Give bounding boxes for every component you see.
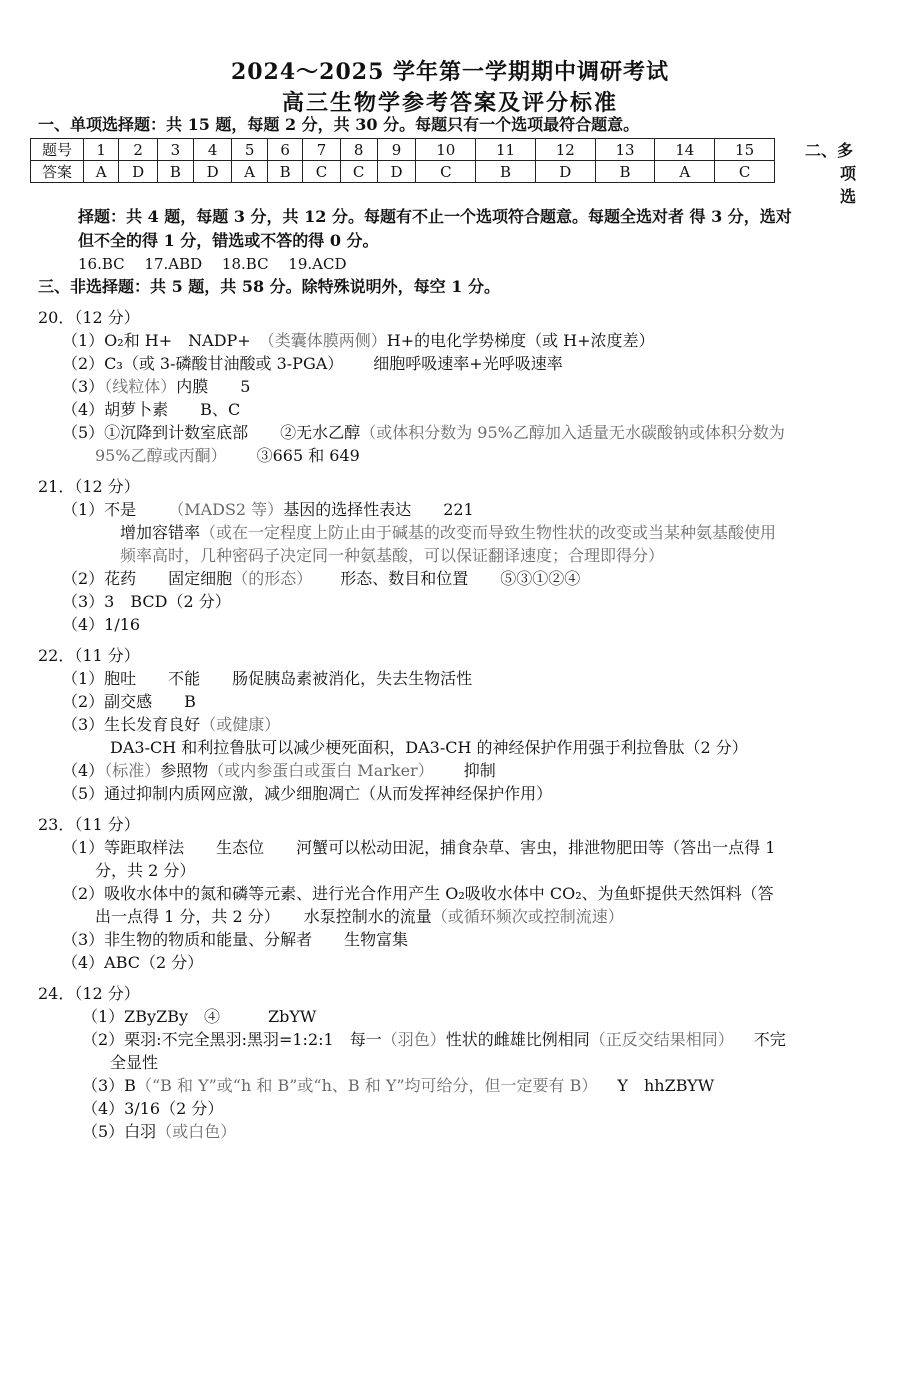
table-cell: D xyxy=(193,161,232,183)
answer-text: （4） xyxy=(62,761,105,780)
section2-text-line2: 但不全的得 1 分，错选或不答的得 0 分。 xyxy=(78,231,379,250)
answer-text: （1）O₂和 H+ NADP+ xyxy=(62,331,267,350)
q24-line4 xyxy=(82,1075,714,1097)
q20-line4: （4）胡萝卜素 B、C xyxy=(62,400,241,419)
table-header-number: 题号 xyxy=(31,139,84,161)
answer-text: H+的电化学势梯度（或 H+浓度差） xyxy=(386,331,655,350)
table-cell: 10 xyxy=(416,139,476,161)
section1-heading: 一、单项选择题：共 15 题，每题 2 分，共 30 分。每题只有一个选项最符合题意。 xyxy=(38,115,640,134)
answer-text: 参照物 xyxy=(160,761,209,780)
answer-text: （1）不是 xyxy=(62,500,153,519)
table-cell: C xyxy=(416,161,476,183)
q22-line3 xyxy=(62,714,280,736)
table-cell: D xyxy=(377,161,416,183)
q22-line1: （1）胞吐 不能 肠促胰岛素被消化，失去生物活性 xyxy=(62,669,473,688)
answer-text: 性状的雌雄比例相同 xyxy=(445,1030,590,1049)
answer-note: （的形态） xyxy=(232,569,313,588)
q20-line5 xyxy=(62,422,785,444)
section2-text-line1: 择题：共 4 题，每题 3 分，共 12 分。每题有不止一个选项符合题意。每题全选对者 得 3 分，选对 xyxy=(78,207,792,226)
table-cell: 3 xyxy=(157,139,193,161)
table-cell: 14 xyxy=(655,139,715,161)
table-cell: C xyxy=(303,161,340,183)
q20-line2 xyxy=(62,353,563,375)
table-cell: 1 xyxy=(84,139,119,161)
q23-line6: （4）ABC（2 分） xyxy=(62,953,204,972)
answer-text: 基因的选择性表达 221 xyxy=(283,500,474,519)
table-cell: 2 xyxy=(119,139,158,161)
answer-note: （或循环频次或控制流速） xyxy=(431,907,624,926)
table-cell: A xyxy=(84,161,119,183)
page-subtitle: 高三生物学参考答案及评分标准 xyxy=(281,90,618,116)
table-cell: B xyxy=(157,161,193,183)
section2-answers: 16.BC 17.ABD 18.BC 19.ACD xyxy=(78,255,347,273)
q20-line6 xyxy=(95,445,360,467)
answer-text: （3）生长发育良好 xyxy=(62,715,201,734)
single-choice-answer-table xyxy=(30,138,775,183)
answer-text: 增加容错率 xyxy=(120,523,201,542)
table-cell: 8 xyxy=(340,139,377,161)
q24-line2 xyxy=(82,1029,786,1051)
answer-note: （正反交结果相同） xyxy=(589,1030,734,1049)
answer-text: 不完 xyxy=(753,1030,786,1049)
section2-heading-part1: 二、多 xyxy=(805,141,854,160)
q24-line5: （4）3/16（2 分） xyxy=(82,1099,224,1118)
answer-note: （或内参蛋白或蛋白 Marker） xyxy=(208,761,434,780)
answer-note: （或白色） xyxy=(156,1122,237,1141)
q23-line5: （3）非生物的物质和能量、分解者 生物富集 xyxy=(62,930,409,949)
q24-line1: （1）ZByZBy ④ ZbYW xyxy=(82,1007,317,1026)
section2-heading-part2: 项 xyxy=(840,164,857,183)
table-row-answers xyxy=(31,161,775,183)
q22-heading: 22．（11 分） xyxy=(38,646,140,665)
answer-text: （5）①沉降到计数室底部 ②无水乙醇 xyxy=(62,423,361,442)
q22-line6: （5）通过抑制内质网应激，减少细胞凋亡（从而发挥神经保护作用） xyxy=(62,784,553,803)
q21-line6: （4）1/16 xyxy=(62,615,141,634)
q21-line4 xyxy=(62,568,580,590)
q21-line5: （3）3 BCD（2 分） xyxy=(62,592,231,611)
answer-note: （“B 和 Y”或“h 和 B”或“h、B 和 Y”均可给分，但一定要有 B） xyxy=(135,1076,598,1095)
table-header-answer: 答案 xyxy=(31,161,84,183)
table-cell: 4 xyxy=(193,139,232,161)
q24-line3: 全显性 xyxy=(110,1053,159,1072)
answer-text: （3）B xyxy=(82,1076,136,1095)
answer-text: 出一点得 1 分，共 2 分） 水泵控制水的流量 xyxy=(95,907,432,926)
q20-line3 xyxy=(62,376,250,398)
answer-note: （线粒体） xyxy=(104,377,177,396)
q20-line1 xyxy=(62,330,655,352)
q22-line5 xyxy=(62,760,496,782)
q23-line1: （1）等距取样法 生态位 河蟹可以松动田泥，捕食杂草、害虫，排泄物肥田等（答出一点得 1 xyxy=(62,838,776,857)
table-cell: C xyxy=(715,161,775,183)
table-cell: 12 xyxy=(535,139,595,161)
answer-note: （MADS2 等） xyxy=(168,500,284,519)
answer-text: 内膜 5 xyxy=(176,377,251,396)
answer-text: （5）白羽 xyxy=(82,1122,157,1141)
page-title: 2024～2025 学年第一学期期中调研考试 xyxy=(230,59,670,85)
q24-heading: 24．（12 分） xyxy=(38,984,140,1003)
q23-line4 xyxy=(95,906,624,928)
table-row-numbers xyxy=(31,139,775,161)
table-cell: 11 xyxy=(476,139,536,161)
q21-line1 xyxy=(62,499,474,521)
table-cell: 15 xyxy=(715,139,775,161)
table-cell: A xyxy=(232,161,267,183)
table-cell: B xyxy=(476,161,536,183)
table-cell: 13 xyxy=(595,139,655,161)
q23-line3: （2）吸收水体中的氮和磷等元素、进行光合作用产生 O₂吸收水体中 CO₂、为鱼虾提供天然饵料（答 xyxy=(62,884,774,903)
answer-text: 形态、数目和位置 ⑤③①②④ xyxy=(340,569,581,588)
answer-text: （2）花药 固定细胞 xyxy=(62,569,233,588)
q20-heading: 20．（12 分） xyxy=(38,308,140,327)
answer-note: （类囊体膜两侧） xyxy=(266,331,387,350)
section3-heading: 三、非选择题：共 5 题，共 58 分。除特殊说明外，每空 1 分。 xyxy=(38,277,500,296)
table-cell: D xyxy=(119,161,158,183)
table-cell: 6 xyxy=(267,139,303,161)
table-cell: 9 xyxy=(377,139,416,161)
answer-note: （羽色） xyxy=(381,1030,446,1049)
table-cell: D xyxy=(535,161,595,183)
answer-text: （2）栗羽:不完全黑羽:黑羽=1:2:1 每一 xyxy=(82,1030,382,1049)
answer-note: （或健康） xyxy=(200,715,281,734)
q24-line6 xyxy=(82,1121,236,1143)
q23-line2: 分，共 2 分） xyxy=(95,861,196,880)
q21-heading: 21．（12 分） xyxy=(38,477,140,496)
answer-text: 细胞呼吸速率+光呼吸速率 xyxy=(373,354,563,373)
table-cell: 7 xyxy=(303,139,340,161)
answer-text: Y hhZBYW xyxy=(617,1076,715,1095)
q22-line2: （2）副交感 B xyxy=(62,692,196,711)
answer-note: （或体积分数为 95%乙醇加入适量无水碳酸钠或体积分数为 xyxy=(360,423,785,442)
table-cell: B xyxy=(595,161,655,183)
answer-note: （标准） xyxy=(104,761,161,780)
section2-heading-part3: 选 xyxy=(840,187,857,206)
answer-text: （2）C₃（或 3-磷酸甘油酸或 3-PGA） xyxy=(62,354,344,373)
answer-note: 95%乙醇或丙酮） xyxy=(95,446,227,465)
answer-text: ③665 和 649 xyxy=(256,446,360,465)
answer-text: 抑制 xyxy=(463,761,496,780)
answer-text: （3） xyxy=(62,377,105,396)
table-cell: B xyxy=(267,161,303,183)
table-cell: A xyxy=(655,161,715,183)
table-cell: 5 xyxy=(232,139,267,161)
answer-note: （或在一定程度上防止由于碱基的改变而导致生物性状的改变或当某种氨基酸使用 xyxy=(200,523,777,542)
q22-line4: DA3-CH 和利拉鲁肽可以减少梗死面积，DA3-CH 的神经保护作用强于利拉鲁肽（2 分） xyxy=(110,738,748,757)
q21-line2 xyxy=(120,522,776,544)
q21-line3: 频率高时，几种密码子决定同一种氨基酸，可以保证翻译速度；合理即得分） xyxy=(120,546,665,565)
table-cell: C xyxy=(340,161,377,183)
q23-heading: 23．（11 分） xyxy=(38,815,140,834)
